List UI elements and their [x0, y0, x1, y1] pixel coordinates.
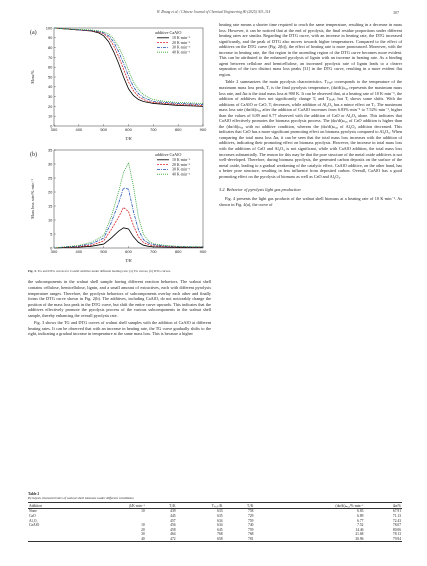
table-title: Table 2 — [28, 492, 40, 496]
table-cell: CaO — [29, 514, 36, 519]
table-cell: 6.77 — [357, 518, 364, 523]
table-cell: 458 — [170, 527, 176, 532]
y-tick-label: 50 — [47, 74, 53, 80]
running-head: W. Zhang et al. / Chinese Journal of Chemical Engineering 80 (2025) 303–314 — [156, 10, 271, 14]
table-cell: 10 — [141, 523, 145, 528]
table-cell: 634 — [217, 518, 223, 523]
legend-label: 30 K·min⁻¹ — [172, 167, 191, 172]
table-column-header: Tᵢ/K — [224, 503, 255, 509]
right-body-text — [219, 22, 402, 179]
panel-label: (b) — [30, 152, 37, 158]
table-column-header: Δα/% — [364, 503, 402, 509]
x-tick-label: 900 — [199, 249, 207, 254]
legend-label: 40 K·min⁻¹ — [172, 50, 191, 55]
table-cell: 72.43 — [392, 518, 401, 523]
table-cell: 30.96 — [254, 537, 364, 542]
x-axis-label: T/K — [125, 258, 132, 263]
table-column-header: Tᵢ/K — [146, 503, 177, 509]
y-tick-label: 90 — [47, 35, 53, 41]
table-cell: 79.94 — [364, 537, 402, 542]
y-tick-label: 20 — [47, 189, 53, 195]
x-tick-label: 500 — [100, 127, 108, 132]
x-tick-label: 300 — [50, 127, 58, 132]
section-heading: 3.2. Behavior of pyrolysis light gas production — [219, 187, 301, 193]
table-cell: 740 — [248, 523, 254, 528]
y-tick-label: 80 — [47, 45, 53, 50]
x-tick-label: 600 — [125, 249, 132, 254]
table-cell: 6.89 — [357, 514, 364, 519]
x-tick-label: 400 — [75, 127, 83, 132]
series-line — [54, 207, 203, 248]
figure-caption — [28, 269, 211, 273]
x-tick-label: 700 — [149, 249, 157, 254]
table-cell: 71.13 — [392, 514, 401, 519]
x-tick-label: 600 — [125, 127, 132, 132]
table-cell: CaAlO — [29, 523, 40, 528]
figure-caption-text: TG and DTG curves for CaAlO additive under different heating rate: (a) TG curves, (b) DTG curves. — [37, 269, 171, 273]
x-tick-label: 800 — [174, 249, 182, 254]
table-cell: 67.91 — [392, 509, 401, 514]
figure-3 — [28, 22, 211, 273]
table-cell: 20 — [141, 527, 145, 532]
y-tick-label: 10 — [47, 113, 53, 119]
table-cell: 633 — [217, 509, 223, 514]
table-cell: 457 — [170, 518, 176, 523]
table-cell: 6.83 — [357, 509, 364, 514]
table-cell: 445 — [170, 514, 176, 519]
table-cell: 729 — [248, 514, 254, 519]
y-tick-label: 35 — [47, 147, 53, 153]
table-body — [28, 509, 402, 542]
section-paragraph: Fig. 4 presents the light gas products of the walnut shell biomass at a heating rate of 10 K·min⁻¹. As shown in Fig. 4(a), the curve of — [219, 196, 402, 207]
table-cell: 78.13 — [392, 532, 401, 537]
y-tick-label: 10 — [47, 217, 53, 223]
y-tick-label: 0 — [50, 245, 53, 251]
legend-label: 30 K·min⁻¹ — [172, 45, 191, 50]
table-cell: 21.68 — [355, 532, 364, 537]
legend-title: additive CaAlO — [155, 152, 182, 157]
table-cell: None — [29, 509, 37, 514]
table-cell: 30 — [141, 532, 145, 537]
left-paragraph: the subcomponents in the walnut shell sample having different reaction behaviors. The walnut shell contains cellulose, hemicellulose, lignin, and a small amount of extractives, each with different pyrolysis temperature ranges. Therefore, the pyrolysis behaviors of subcomponents overlay each other and finally forms the DTG curve shown in Fig. 2(b). The additives, including CaAlO, do not noticeably change the position of the mass loss peak in the DTG curve, but shift the entire curve upwards. This indicates that the additives effectively promote the pyrolysis process of the various subcomponents in the walnut shell sample, thereby enhancing the overall pyrolysis rate. — [28, 279, 211, 318]
y-axis-label: Mass/% — [30, 70, 35, 84]
table-cell: 759 — [248, 518, 254, 523]
table-2 — [28, 492, 402, 542]
table-column-header: (dα/dt)ₘₐₓ/%·min⁻¹ — [254, 503, 364, 509]
page-number: 307 — [393, 10, 399, 15]
figure-caption-label: Fig. 3. — [28, 269, 37, 273]
right-paragraph: Table 2 summarizes the main pyrolysis characteristics. Tₚₑₐₖ corresponds to the temperature of the maximum mass loss peak, Tᵢ is the final pyrolysis temperature, (dα/dt)ₘₐₓ represents the maximum mass loss rate, and Δα is the total mass loss at 900 K. It can be observed that, at a heating rate of 10 K·min⁻¹, the addition of additives does not significantly change Tᵢ and Tₚₑₐₖ, but Tᵢ shows some shifts. With the additions of CaAlO or CaO, Tᵢ decreases, while addition of Al₂O₃ has a minor effect on Tᵢ. The maximum mass loss rate (dα/dt)ₘₐₓ after the addition of CaAlO increases from 6.83%·min⁻¹ to 7.52%·min⁻¹, higher than the values of 6.89 and 6.77 observed with the addition of CaO or Al₂O₃ alone. This indicates that CaAlO effectively promotes the biomass pyrolysis process. The (dα/dt)ₘₐₓ of CaO addition is higher than the (dα/dt)ₘₐₓ with no additive condition, whereas the (dα/dt)ₘₐₓ of Al₂O₃ addition decreased. This indicates that CaO has a more significant promoting effect on biomass pyrolysis compared to Al₂O₃. When comparing the total mass loss Δα, it can be seen that the total mass loss increases with the addition of additives, indicating their promoting effect on biomass pyrolysis. However, the increase in total mass loss with the additions of CaO and Al₂O₃ is not significant, while with CaAlO addition, the total mass loss increases substantially. The reason for this may be that the pore structure of the metal oxide additives is not well-developed. Therefore, during biomass pyrolysis, the generated carbon deposits on the surface of the metal oxide, leading to a gradual weakening of the catalytic effect. CaAlO additive, on the other hand, has a better pore structure, resulting in less influence from deposited carbon. Overall, CaAlO has a good promoting effect on the pyrolysis of biomass as well as CaO and Al₂O₃. — [219, 79, 402, 179]
right-paragraph: heating rate means a shorter time required to reach the same temperature, resulting in a decrease in mass loss. However, it can be noticed that at the end of pyrolysis, the final residue proportions under different heating rates are similar. Regarding the DTG curve, with an increase in heating rate, the DTG increased significantly, and the peak of DTG also moves towards higher temperatures. Compared to the effect of additives on the DTG curve (Fig. 2(b)), the effect of heating rate is more pronounced. Moreover, with the increase in heating rate, the flat region in the ascending region of the DTG curve becomes more evident. This can be attributed to the enhanced pyrolysis of lignin with an increase in heating rate. As a binding agent between cellulose and hemicellulose, an increased pyrolysis rate of lignin leads to a clearer separation of the two distinct mass loss peaks [31] in the DTG curve, resulting in a more evident flat region. — [219, 22, 402, 77]
series-line — [54, 228, 203, 248]
table-cell: 768 — [248, 532, 254, 537]
legend-title: additive CaAlO — [155, 30, 182, 35]
table-cell: 40 — [82, 537, 145, 542]
table-cell: 7.52 — [357, 523, 364, 528]
y-tick-label: 0 — [50, 123, 53, 129]
table-cell: 645 — [217, 527, 223, 532]
right-column — [219, 22, 402, 209]
table-cell: 439 — [170, 509, 176, 514]
y-tick-label: 70 — [47, 54, 53, 60]
y-tick-label: 30 — [47, 161, 53, 167]
table-caption: Pyrolysis characteristics of walnut shell biomass under different conditions. — [28, 496, 135, 500]
y-tick-label: 40 — [47, 84, 53, 90]
pyrolysis-table — [28, 502, 402, 542]
x-tick-label: 900 — [199, 127, 207, 132]
panel-label: (a) — [30, 30, 37, 36]
y-tick-label: 60 — [47, 64, 53, 70]
table-cell: 80.06 — [392, 527, 401, 532]
y-tick-label: 20 — [47, 103, 53, 109]
table-column-header: β/K·min⁻¹ — [82, 503, 145, 509]
tg-chart — [28, 22, 211, 144]
table-cell: 634 — [217, 523, 223, 528]
table-cell — [28, 537, 82, 542]
table-cell: 464 — [170, 532, 176, 537]
table-cell: 758 — [248, 509, 254, 514]
legend-label: 10 K·min⁻¹ — [172, 36, 191, 40]
left-paragraph: Fig. 3 shows the TG and DTG curves of walnut shell samples with the addition of CaAlO at different heating rates. It can be observed that with an increase in heating rate, the TG curve gradually shifts to the right, indicating a gradual increase in temperature at the same mass loss. This is because a higher — [28, 320, 211, 337]
table-cell: 78.07 — [392, 523, 401, 528]
table-cell: 759 — [248, 527, 254, 532]
legend-label: 10 K·min⁻¹ — [172, 158, 191, 162]
table-row — [28, 537, 402, 542]
table-cell: 472 — [146, 537, 177, 542]
legend-label: 20 K·min⁻¹ — [172, 162, 191, 167]
left-column — [28, 22, 211, 339]
legend-label: 40 K·min⁻¹ — [172, 172, 191, 177]
table-cell: 658 — [177, 537, 224, 542]
y-axis-label: Mass loss rate/%·min⁻¹ — [30, 179, 35, 219]
left-body-text — [28, 279, 211, 336]
table-column-header: Addition — [28, 503, 82, 509]
x-tick-label: 800 — [174, 127, 182, 132]
y-tick-label: 30 — [47, 94, 53, 99]
x-axis-label: T/K — [125, 136, 132, 141]
table-cell: 635 — [217, 514, 223, 519]
series-line — [54, 188, 203, 248]
table-cell: 781 — [224, 537, 255, 542]
table-cell: Al₂O₃ — [29, 518, 38, 523]
table-cell: 456 — [170, 523, 176, 528]
x-tick-label: 400 — [75, 249, 83, 254]
y-tick-label: 100 — [45, 25, 53, 31]
y-tick-label: 5 — [50, 231, 53, 237]
dtg-chart — [28, 144, 211, 266]
legend-label: 20 K·min⁻¹ — [172, 40, 191, 45]
x-tick-label: 500 — [100, 249, 108, 254]
x-tick-label: 700 — [149, 127, 157, 132]
table-cell: 14.46 — [355, 527, 364, 532]
table-cell: 768 — [217, 532, 223, 537]
table-column-header: Tₚₑₐₖ/K — [177, 503, 224, 509]
table-cell: 10 — [141, 509, 145, 514]
y-tick-label: 15 — [47, 203, 53, 209]
y-tick-label: 25 — [47, 175, 53, 181]
section-body-text — [219, 196, 402, 207]
x-tick-label: 300 — [50, 249, 58, 254]
